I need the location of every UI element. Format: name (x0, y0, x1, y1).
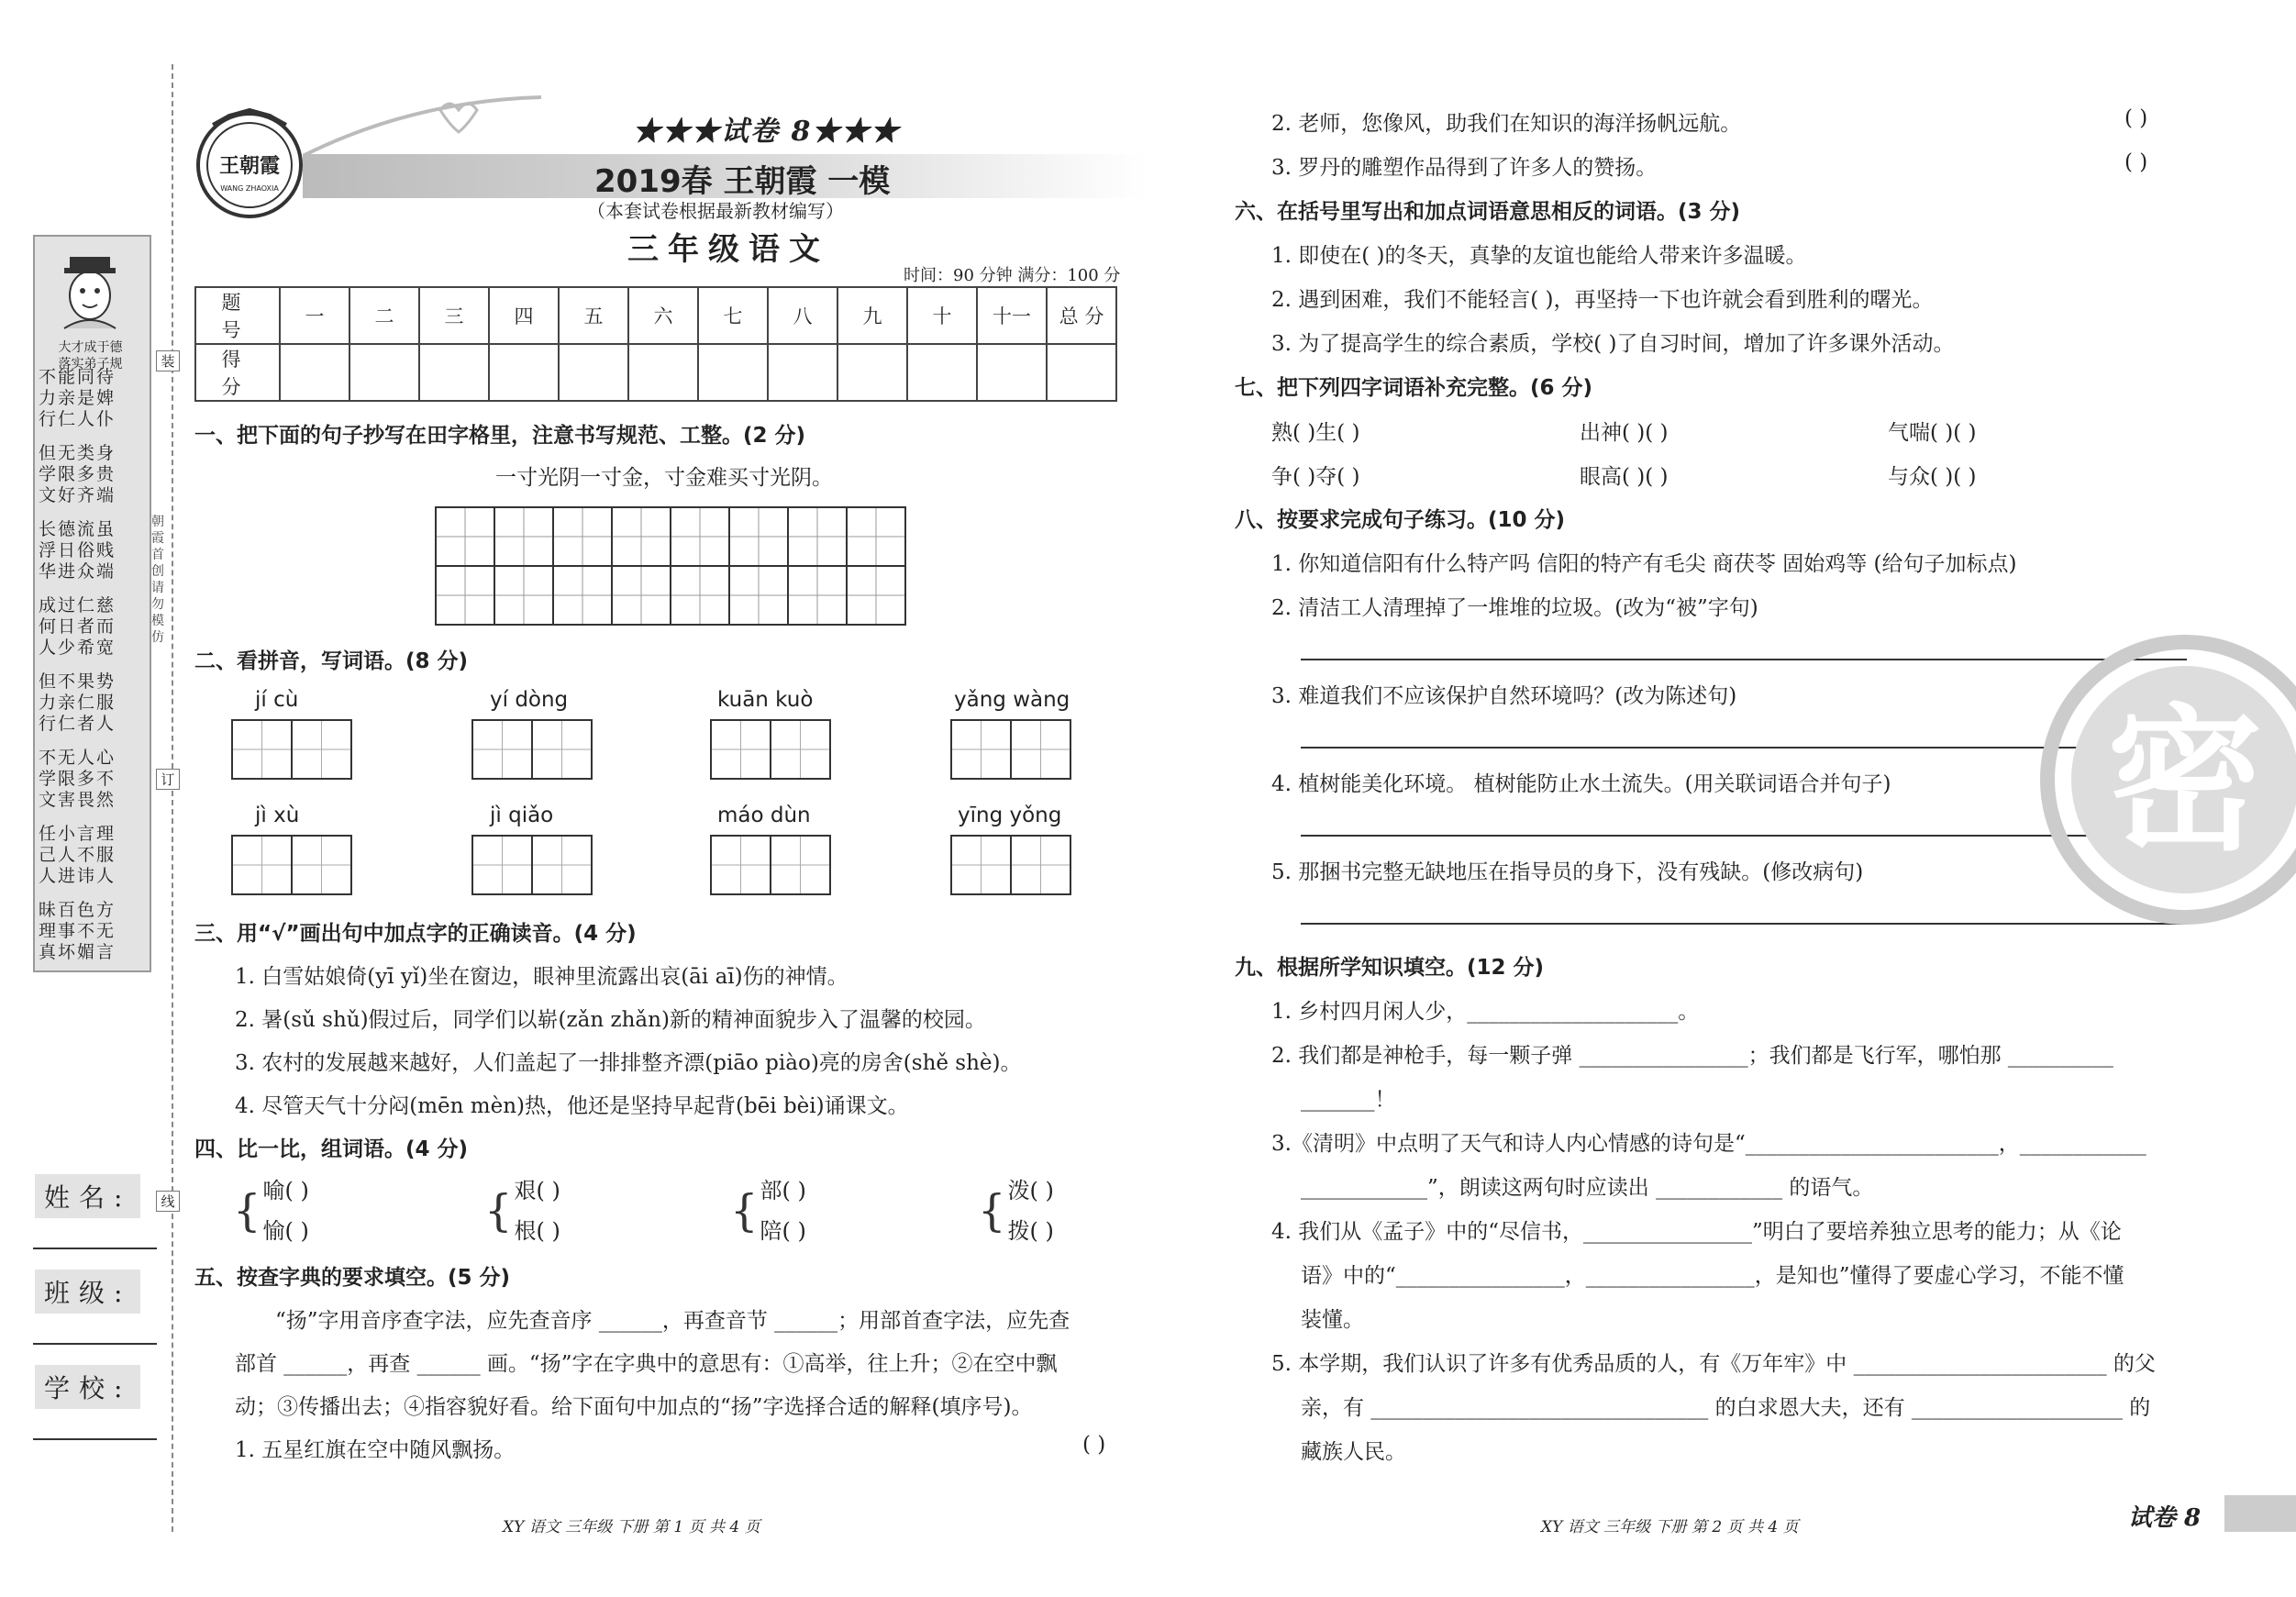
score-cell[interactable] (419, 344, 489, 401)
name-label: 姓名: (35, 1174, 140, 1218)
section-3-title: 三、用“√”画出句中加点字的正确读音。(4 分) (194, 922, 637, 946)
dictionary-paragraph: 动；③传播出去；④指容貌好看。给下面句中加点的“扬”字选择合适的解释(填序号)。 (235, 1395, 1033, 1419)
paper-number: ★★★试卷 8★★★ (633, 116, 901, 148)
brace-icon: { (484, 1185, 513, 1237)
score-header-cell: 题 号 (195, 287, 280, 344)
svg-text:密: 密 (2106, 691, 2264, 872)
section-2-title: 二、看拼音，写词语。(8 分) (194, 649, 469, 673)
score-header-cell: 总 分 (1047, 287, 1116, 344)
dictionary-question: 3. 罗丹的雕塑作品得到了许多人的赞扬。 (1271, 156, 1658, 180)
compare-word[interactable]: 陪( ) (760, 1218, 806, 1244)
compare-word[interactable]: 根( ) (514, 1218, 560, 1244)
class-input-line[interactable] (33, 1343, 157, 1345)
dictionary-paragraph: “扬”字用音序查字法，应先查音序 ______，再查音节 ______；用部首查字法，应先查 (275, 1309, 1070, 1333)
section-9-title: 九、根据所学知识填空。(12 分) (1235, 956, 1545, 980)
score-cell[interactable] (837, 344, 907, 401)
idiom-item[interactable]: 争( )夺( ) (1271, 465, 1360, 489)
dictionary-question: 2. 老师，您像风，助我们在知识的海洋扬帆远航。 (1271, 112, 1742, 136)
dictionary-paragraph: 部首 ______，再查 ______ 画。“扬”字在字典中的意思有：①高举，往上升；②在空中飘 (235, 1352, 1058, 1376)
score-cell[interactable] (628, 344, 698, 401)
fill-blank-item[interactable]: 3.《清明》中点明了天气和诗人内心情感的诗句是“________________________，____________ (1271, 1132, 2146, 1156)
compare-word[interactable]: 喻( ) (262, 1178, 309, 1203)
score-header-cell: 二 (349, 287, 419, 344)
idiom-item[interactable]: 气喘( )( ) (1888, 421, 1977, 445)
answer-parentheses[interactable]: ( ) (2124, 150, 2148, 174)
writing-boxes[interactable] (231, 719, 352, 780)
pinyin-text: jì xù (255, 804, 300, 827)
score-value-row (195, 344, 1116, 401)
section-6-title: 六、在括号里写出和加点词语意思相反的词语。(3 分) (1235, 200, 1741, 224)
pinyin-word (231, 688, 352, 780)
score-header-cell: 八 (768, 287, 837, 344)
exam-title: 2019春 王朝霞 一模 (594, 163, 891, 200)
score-header-cell: 四 (489, 287, 559, 344)
compare-pair (484, 1170, 560, 1251)
binding-dashed-line (172, 64, 173, 1532)
sentence-exercise: 5. 那捆书完整无缺地压在指导员的身下，没有残缺。(修改病句) (1271, 860, 1864, 884)
pinyin-text: yí dòng (490, 688, 569, 712)
proverb-block: 但不果势 力亲仁服 行仁者人 (39, 671, 116, 734)
score-cell[interactable] (1047, 344, 1116, 401)
pinyin-word (471, 688, 593, 780)
wangzhaoxia-logo (193, 106, 307, 221)
pinyin-text: jí cù (255, 688, 299, 712)
score-row-label: 得 分 (195, 344, 280, 401)
pronunciation-item: 2. 暑(sǔ shǔ)假过后，同学们以崭(zǎn zhǎn)新的精神面貌步入了温馨的校园。 (235, 1008, 986, 1032)
score-cell[interactable] (977, 344, 1047, 401)
brace-icon: { (730, 1185, 759, 1237)
writing-boxes[interactable] (710, 835, 831, 895)
score-header-cell: 一 (280, 287, 349, 344)
idiom-item[interactable]: 眼高( )( ) (1580, 465, 1669, 489)
answer-parentheses[interactable]: ( ) (2124, 106, 2148, 130)
corner-paper-label: 试卷 8 (2128, 1504, 2202, 1532)
fill-blank-item[interactable]: 语》中的“________________，________________，是知也”懂得了要虚心学习，不能不懂 (1301, 1264, 2124, 1288)
fill-blank-item[interactable]: 1. 乡村四月闲人少，____________________。 (1271, 1000, 1700, 1024)
fill-blank-item[interactable]: _______！ (1301, 1088, 1396, 1112)
pronunciation-item: 3. 农村的发展越来越好，人们盖起了一排排整齐漂(piāo piào)亮的房舍(shě shè)。 (235, 1051, 1022, 1075)
writing-boxes[interactable] (950, 835, 1071, 895)
writing-boxes[interactable] (471, 719, 593, 780)
score-cell[interactable] (349, 344, 419, 401)
proverb-block: 成过仁慈 何日者而 人少希宽 (39, 595, 116, 658)
sentence-exercise: 2. 清洁工人清理掉了一堆堆的垃圾。(改为“被”字句) (1271, 596, 1758, 620)
proverb-block: 昧百色方 理事不无 真坏媚言 (39, 900, 116, 962)
score-cell[interactable] (768, 344, 837, 401)
antonym-item: 3. 为了提高学生的综合素质，学校( )了自习时间，增加了许多课外活动。 (1271, 332, 1955, 356)
school-label: 学校: (35, 1365, 140, 1409)
compare-pair (730, 1170, 806, 1251)
answer-parentheses[interactable]: ( ) (1082, 1433, 1106, 1457)
brace-icon: { (233, 1185, 261, 1237)
ribbon-swoosh-icon (303, 92, 550, 165)
pinyin-text: yīng yǒng (958, 804, 1062, 827)
proverb-block: 任小言理 己人不服 人进讳人 (39, 824, 116, 886)
score-header-cell: 十一 (977, 287, 1047, 344)
page-footer-left: XY 语文 三年级 下册 第 1 页 共 4 页 (503, 1518, 760, 1536)
dictionary-question: 1. 五星红旗在空中随风飘扬。 (235, 1438, 516, 1462)
idiom-item[interactable]: 与众( )( ) (1888, 465, 1977, 489)
compare-word[interactable]: 愉( ) (262, 1218, 309, 1244)
score-table (194, 286, 1117, 402)
binding-mark-zhuang: 装 (156, 350, 180, 372)
tian-grid[interactable] (435, 506, 906, 626)
motto-line-1: 大才成于德 (58, 340, 123, 355)
pinyin-word (710, 688, 831, 780)
copy-sentence: 一寸光阴一寸金，寸金难买寸光阴。 (495, 466, 833, 490)
score-cell[interactable] (280, 344, 349, 401)
pinyin-text: kuān kuò (717, 688, 814, 712)
score-header-cell: 五 (559, 287, 628, 344)
subject-title: 三年级语文 (627, 231, 829, 268)
section-7-title: 七、把下列四字词语补充完整。(6 分) (1235, 376, 1593, 400)
idiom-item[interactable]: 出神( )( ) (1580, 421, 1669, 445)
school-input-line[interactable] (33, 1438, 157, 1440)
secret-stamp-icon (2038, 633, 2296, 926)
proverb-block: 但无类身 学限多贵 文好齐端 (39, 443, 116, 505)
score-header-cell: 十 (907, 287, 977, 344)
svg-text:王朝霞: 王朝霞 (218, 154, 281, 178)
compare-word[interactable]: 艰( ) (514, 1178, 560, 1203)
compare-word[interactable]: 泼( ) (1007, 1178, 1054, 1203)
fill-blank-item[interactable]: 4. 我们从《孟子》中的“尽信书，________________”明白了要培养独立思考的能力；从《论 (1271, 1220, 2122, 1244)
compare-pair (978, 1170, 1054, 1251)
section-1-title: 一、把下面的句子抄写在田字格里，注意书写规范、工整。(2 分) (194, 424, 806, 448)
binding-mark-ding: 订 (156, 769, 180, 790)
name-input-line[interactable] (33, 1248, 157, 1249)
corner-bar (2224, 1495, 2296, 1532)
binding-mark-xian: 线 (156, 1191, 180, 1212)
antonym-item: 1. 即使在( )的冬天，真挚的友谊也能给人带来许多温暖。 (1271, 244, 1807, 268)
motto-line-2: 落实弟子规 (58, 357, 123, 372)
pinyin-word (471, 804, 593, 895)
pronunciation-item: 1. 白雪姑娘倚(yī yǐ)坐在窗边，眼神里流露出哀(āi aī)伤的神情。 (235, 965, 849, 989)
score-header-cell: 九 (837, 287, 907, 344)
proverb-block: 长德流虽 浮日俗贱 华进众端 (39, 519, 116, 582)
copyright-note: 朝霞首创 请勿模仿 (151, 515, 164, 645)
pinyin-word (710, 804, 831, 895)
score-cell[interactable] (698, 344, 768, 401)
time-score-info: 时间：90 分钟 满分：100 分 (904, 266, 1121, 285)
antonym-item: 2. 遇到困难，我们不能轻言( )，再坚持一下也许就会看到胜利的曙光。 (1271, 288, 1934, 312)
proverb-block: 不能同待 力亲是婢 行仁人仆 (39, 367, 116, 429)
score-header-cell: 六 (628, 287, 698, 344)
pinyin-word (950, 688, 1071, 780)
compare-word[interactable]: 拨( ) (1007, 1218, 1054, 1244)
score-cell[interactable] (489, 344, 559, 401)
compare-word[interactable]: 部( ) (760, 1178, 806, 1203)
pinyin-text: jì qiǎo (490, 804, 554, 827)
fill-blank-item[interactable]: 5. 本学期，我们认识了许多有优秀品质的人，有《万年牢》中 ________________________ 的父 (1271, 1352, 2156, 1376)
writing-boxes[interactable] (231, 835, 352, 895)
section-4-title: 四、比一比，组词语。(4 分) (194, 1137, 469, 1161)
fill-blank-item[interactable]: 2. 我们都是神枪手，每一颗子弹 ________________；我们都是飞行军，哪怕那 __________ (1271, 1044, 2113, 1068)
section-5-title: 五、按查字典的要求填空。(5 分) (194, 1266, 511, 1290)
sentence-exercise: 3. 难道我们不应该保护自然环境吗？(改为陈述句) (1271, 684, 1737, 708)
score-header-row (195, 287, 1116, 344)
scholar-mascot-icon (37, 240, 143, 332)
writing-boxes[interactable] (471, 835, 593, 895)
writing-boxes[interactable] (710, 719, 831, 780)
section-8-title: 八、按要求完成句子练习。(10 分) (1235, 508, 1566, 532)
score-header-cell: 三 (419, 287, 489, 344)
pinyin-text: máo dùn (717, 804, 811, 827)
svg-text:WANG ZHAOXIA: WANG ZHAOXIA (220, 184, 279, 193)
page-footer-right: XY 语文 三年级 下册 第 2 页 共 4 页 (1541, 1518, 1799, 1536)
proverb-list (39, 367, 144, 976)
score-cell[interactable] (559, 344, 628, 401)
score-header-cell: 七 (698, 287, 768, 344)
fill-blank-item: 藏族人民。 (1301, 1440, 1406, 1464)
sentence-exercise: 4. 植树能美化环境。 植树能防止水土流失。(用关联词语合并句子) (1271, 772, 1891, 796)
fill-blank-item[interactable]: 亲，有 ________________________________ 的白求恩大夫，还有 ____________________ 的 (1301, 1396, 2151, 1420)
brace-icon: { (978, 1185, 1006, 1237)
idiom-item[interactable]: 熟( )生( ) (1271, 421, 1360, 445)
pinyin-text: yǎng wàng (954, 688, 1070, 712)
fill-blank-item: 装懂。 (1301, 1308, 1364, 1332)
compare-pair (233, 1170, 309, 1251)
proverb-block: 不无人心 学限多不 文害畏然 (39, 748, 116, 810)
class-label: 班级: (35, 1270, 140, 1314)
pronunciation-item: 4. 尽管天气十分闷(mēn mèn)热，他还是坚持早起背(bēi bèi)诵课文。 (235, 1094, 909, 1118)
fill-blank-item[interactable]: ____________”，朗读这两句时应读出 ____________ 的语气。 (1301, 1176, 1874, 1200)
sentence-exercise: 1. 你知道信阳有什么特产吗 信阳的特产有毛尖 商茯苓 固始鸡等 (给句子加标点) (1271, 552, 2017, 576)
writing-boxes[interactable] (950, 719, 1071, 780)
pinyin-word (950, 804, 1071, 895)
score-cell[interactable] (907, 344, 977, 401)
pinyin-word (231, 804, 352, 895)
exam-note: （本套试卷根据最新教材编写） (587, 200, 844, 222)
